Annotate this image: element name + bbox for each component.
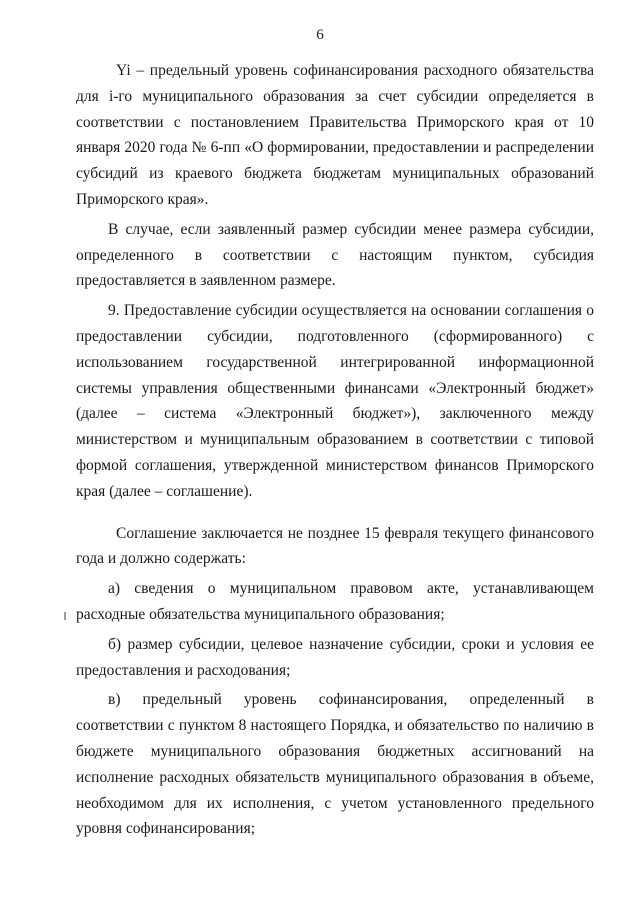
- paragraph-declared-size: В случае, если заявленный размер субсидии менее размера субсидии, определенного в соответствии с настоящим пунктом, субсидия предоставляется в заявленном размере.: [76, 220, 594, 290]
- scan-margin-mark: [64, 612, 66, 620]
- paragraph-item-9: 9. Предоставление субсидии осуществляется на основании соглашения о предоставлении субсидии, подготовленного (сформированного) с использованием государственной интегрированной информационной системы управления общественными финансами «Электронный бюджет» (далее – система «Электронный бюджет»), заключенного между министерством и муниципальным образованием в соответствии с типовой формой соглашения, утвержденной министерством финансов Приморского края (далее – соглашение).: [76, 302, 594, 500]
- list-item-v: в) предельный уровень софинансирования, определенный в соответствии с пунктом 8 настоящего Порядка, и обязательство по наличию в бюджете муниципального образования бюджетных ассигнований на исполнение расходных обязательств муниципального образования в объеме, необходимом для их исполнения, с учетом установленного предельного уровня софинансирования;: [76, 691, 594, 838]
- paragraph-agreement-terms: Соглашение заключается не позднее 15 февраля текущего финансового года и должно содержать:: [76, 524, 594, 568]
- paragraph-yi-definition: Yi – предельный уровень софинансирования расходного обязательства для i-го муниципального образования за счет субсидии определяется в соответствии с постановлением Правительства Приморского края от 10 января 2020 года № 6-пп «О формировании, предоставлении и распределении субсидий из краевого бюджета бюджетам муниципальных образований Приморского края».: [76, 62, 594, 208]
- document-body: [76, 58, 594, 842]
- list-item-b: б) размер субсидии, целевое назначение субсидии, сроки и условия ее предоставления и расходования;: [76, 635, 594, 679]
- list-item-a: а) сведения о муниципальном правовом акте, устанавливающем расходные обязательства муниципального образования;: [76, 580, 594, 623]
- page-number: 6: [316, 27, 324, 43]
